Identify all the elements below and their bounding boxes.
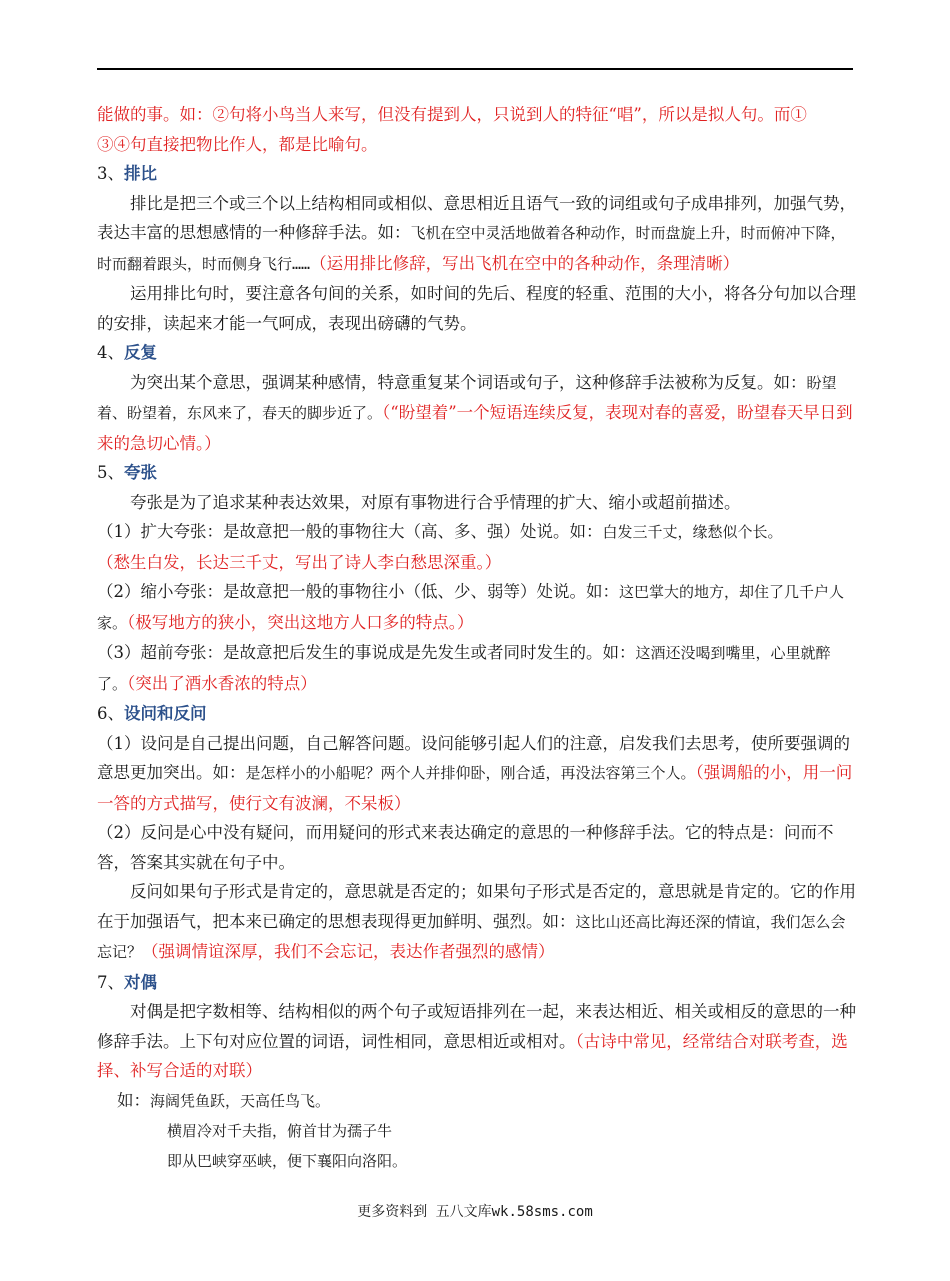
couplet-2: 横眉冷对千夫指，俯首甘为孺子牛 bbox=[167, 1121, 393, 1140]
section-6-item-2: （2）反问是心中没有疑问，而用疑问的形式来表达确定的意思的一种修辞手法。它的特点是：问而不答，答案其实就在句子中。 bbox=[97, 823, 834, 872]
note-text: （强调情谊深厚，我们不会忘记，表达作者强烈的感情） bbox=[142, 942, 555, 961]
section-6-heading: 6、设问和反问 bbox=[97, 704, 207, 723]
footer-link-text: 更多资料到 五八文库wk.58sms.com bbox=[357, 1204, 593, 1220]
intro-line-2: ③④句直接把物比作人，都是比喻句。 bbox=[97, 134, 378, 154]
top-rule bbox=[97, 68, 853, 70]
note-text: （“盼望着”一个短语连续反复，表现对春的喜爱，盼望春天早日到来的急切心情。） bbox=[97, 403, 853, 453]
section-3-paragraph-2: 运用排比句时，要注意各句间的关系，如时间的先后、程度的轻重、范围的大小，将各分句加以合理的安排，读起来才能一气呵成，表现出磅礴的气势。 bbox=[97, 284, 856, 333]
example-text: 飞机在空中灵活地做着各种动作，时而盘旋上升，时而俯冲下降，时而翻着跟头，时而侧身飞行…… bbox=[97, 224, 846, 273]
example-text: 这比山还高比海还深的情谊，我们怎么会忘记？ bbox=[97, 912, 846, 961]
example-text: 这巴掌大的地方，却住了几千户人家。 bbox=[97, 583, 845, 632]
example-text: 盼望着、盼望着，东风来了，春天的脚步近了。 bbox=[97, 373, 837, 422]
example-text: 这酒还没喝到嘴里，心里就醉了。 bbox=[97, 644, 831, 693]
note-text: （愁生白发，长达三千丈，写出了诗人李白愁思深重。） bbox=[97, 552, 502, 572]
section-5-item-3: （3）超前夸张：是故意把后发生的事说成是先发生或者同时发生的。如：这酒还没喝到嘴里，心里就醉了。（突出了酒水香浓的特点） bbox=[97, 643, 831, 693]
note-text: （运用排比修辞，写出飞机在空中的各种动作，条理清晰） bbox=[310, 253, 740, 273]
section-5-intro: 夸张是为了追求某种表达效果，对原有事物进行合乎情理的扩大、缩小或超前描述。 bbox=[130, 492, 741, 512]
example-text: 是怎样小的小船呢？两个人并排仰卧，刚合适，再没法容第三个人。 bbox=[245, 764, 696, 782]
section-3-paragraph-1: 排比是把三个或三个以上结构相同或相似、意思相近且语气一致的词组或句子成串排列，加强气势，表达丰富的思想感情的一种修辞手法。如：飞机在空中灵活地做着各种动作，时而盘旋上升，时而俯冲下降，时而翻着跟头，时而侧身飞行……（运用排比修辞，写出飞机在空中的各种动作，条理清晰） bbox=[97, 193, 856, 273]
section-5-heading: 5、夸张 bbox=[97, 463, 157, 482]
couplet-1: 如：海阔凭鱼跃，天高任鸟飞。 bbox=[117, 1090, 331, 1110]
note-text: （极写地方的狭小，突出这地方人口多的特点。） bbox=[127, 612, 474, 632]
section-3-heading: 3、排比 bbox=[97, 164, 157, 183]
note-text: （古诗中常见，经常结合对联考查，选择、补写合适的对联） bbox=[97, 1031, 848, 1080]
section-7-paragraph-1: 对偶是把字数相等、结构相似的两个句子或短语排列在一起，来表达相近、相关或相反的意思的一种修辞手法。上下句对应位置的词语，词性相同，意思相近或相对。（古诗中常见，经常结合对联考查，选择、补写合适的对联） bbox=[97, 1002, 856, 1080]
couplet-3: 即从巴峡穿巫峡，便下襄阳向洛阳。 bbox=[167, 1151, 408, 1170]
section-5-item-2: （2）缩小夸张：是故意把一般的事物往小（低、少、弱等）处说。如：这巴掌大的地方，却住了几千户人家。（极写地方的狭小，突出这地方人口多的特点。） bbox=[97, 582, 845, 632]
note-text: （强调船的小，用一问一答的方式描写，使行文有波澜，不呆板） bbox=[97, 763, 853, 813]
section-4-paragraph-1: 为突出某个意思，强调某种感情，特意重复某个词语或句子，这种修辞手法被称为反复。如：盼望着、盼望着，东风来了，春天的脚步近了。（“盼望着”一个短语连续反复，表现对春的喜爱，盼望春天早日到来的急切心情。） bbox=[97, 372, 853, 453]
section-4-heading: 4、反复 bbox=[97, 343, 157, 362]
example-text: 白发三千丈，缘愁似个长。 bbox=[602, 523, 783, 541]
note-text: （突出了酒水香浓的特点） bbox=[127, 673, 317, 693]
section-6-paragraph: 反问如果句子形式是肯定的，意思就是否定的；如果句子形式是否定的，意思就是肯定的。它的作用在于加强语气，把本来已确定的思想表现得更加鲜明、强烈。如：这比山还高比海还深的情谊，我们怎么会忘记？（强调情谊深厚，我们不会忘记，表达作者强烈的感情） bbox=[97, 882, 856, 961]
intro-line-1: 能做的事。如：②句将小鸟当人来写，但没有提到人，只说到人的特征“唱”，所以是拟人句。而① bbox=[97, 105, 807, 124]
section-5-item-1: （1）扩大夸张：是故意把一般的事物往大（高、多、强）处说。如：白发三千丈，缘愁似个长。 （愁生白发，长达三千丈，写出了诗人李白愁思深重。） bbox=[97, 522, 783, 572]
section-6-item-1: （1）设问是自己提出问题，自己解答问题。设问能够引起人们的注意，启发我们去思考，使所要强调的意思更加突出。如：是怎样小的小船呢？两个人并排仰卧，刚合适，再没法容第三个人。（强调船的小，用一问一答的方式描写，使行文有波澜，不呆板） bbox=[97, 733, 853, 813]
section-7-heading: 7、对偶 bbox=[97, 972, 157, 992]
document-body bbox=[97, 100, 857, 1176]
